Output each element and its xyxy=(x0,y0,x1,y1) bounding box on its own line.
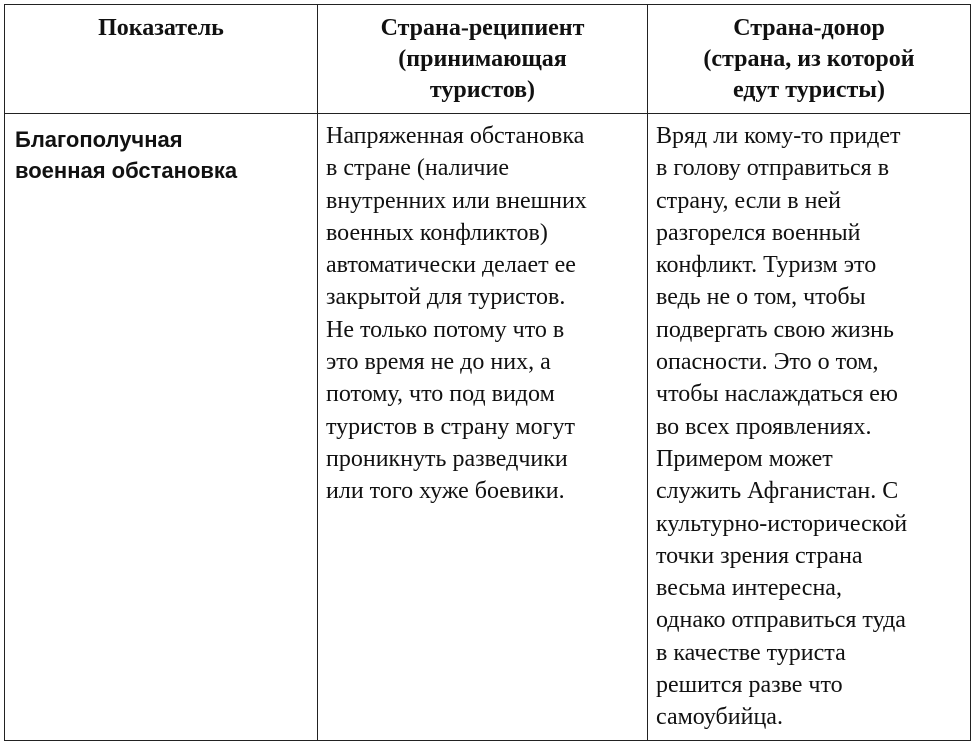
indicator-cell: Благополучная военная обстановка xyxy=(5,114,318,741)
header-indicator: Показатель xyxy=(5,5,318,114)
header-recipient-country: Страна-реципиент (принимающая туристов) xyxy=(318,5,648,114)
header-donor-country: Страна-донор (страна, из которой едут туристы) xyxy=(648,5,971,114)
table-header-row xyxy=(5,5,971,114)
comparison-table xyxy=(4,4,971,741)
recipient-cell: Напряженная обстановка в стране (наличие внутренних или внешних военных конфликтов) автоматически делает ее закрытой для туристов. Не только потому что в это время не до них, а потому, что под видом туристов в страну могут проникнуть разведчики или того хуже боевики. xyxy=(318,114,648,741)
donor-cell: Вряд ли кому-то придет в голову отправиться в страну, если в ней разгорелся военный конфликт. Туризм это ведь не о том, чтобы подвергать свою жизнь опасности. Это о том, чтобы наслаждаться ею во всех проявлениях. Примером может служить Афганистан. С культурно-исторической точки зрения страна весьма интересна, однако отправиться туда в качестве туриста решится разве что самоубийца. xyxy=(648,114,971,741)
table-row xyxy=(5,114,971,741)
